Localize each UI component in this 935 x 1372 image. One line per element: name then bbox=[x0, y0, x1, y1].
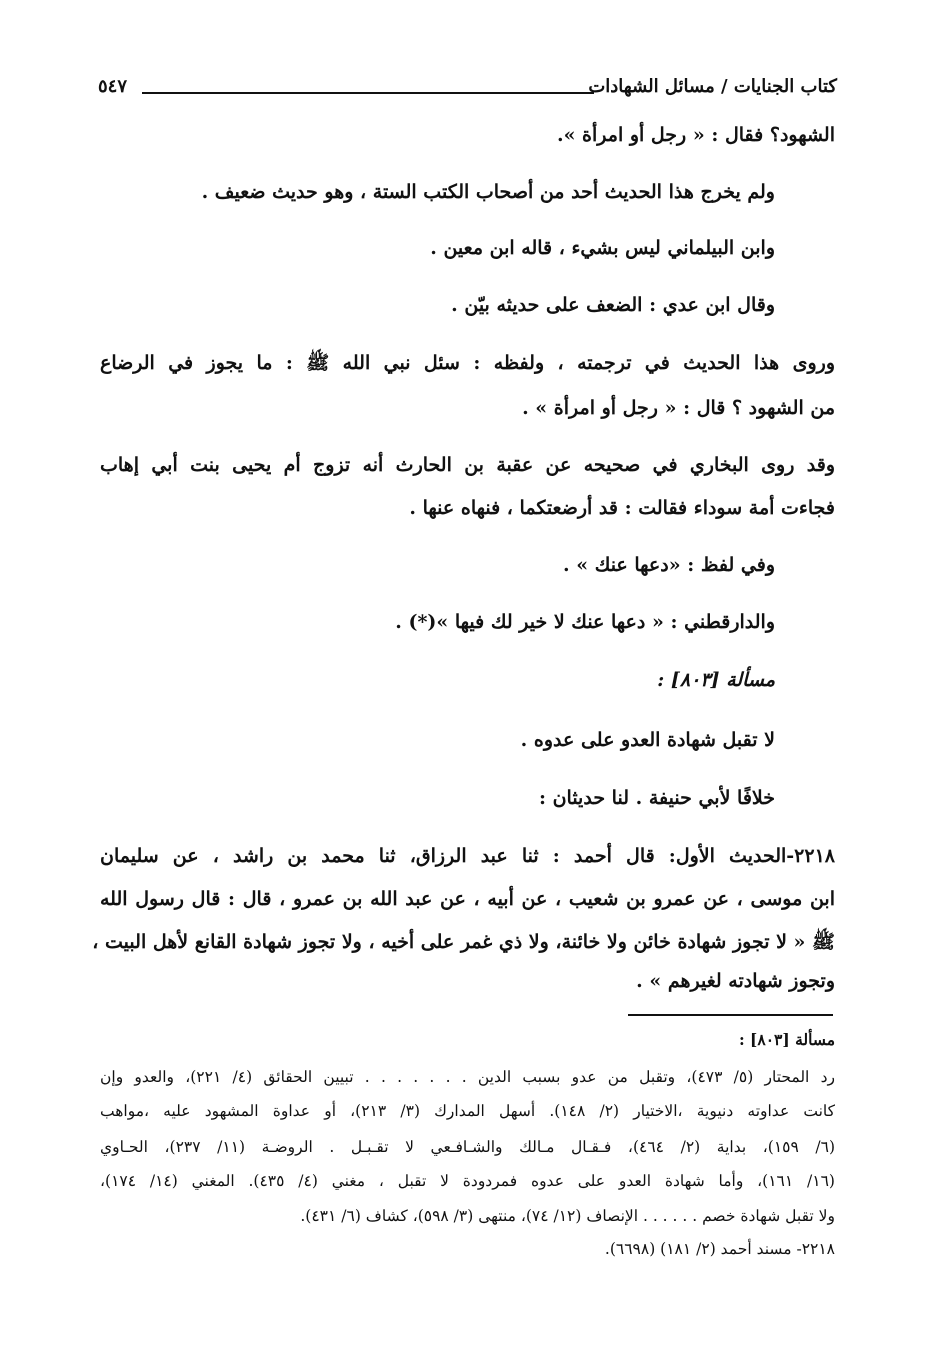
text-line-8: فجاءت أمة سوداء فقالت : قد أرضعتكما ، فنهاه عنها . bbox=[409, 497, 835, 519]
footnote-line-1: رد المحتار (٥/ ٤٧٣)، وتقبل من عدو بسبب الدين . . . . . . . تبيين الحقائق (٤/ ٢٢١)، والعدو وإن bbox=[100, 1068, 835, 1086]
text-line-13: خلافًا لأبي حنيفة . لنا حديثان : bbox=[538, 787, 775, 809]
footnote-line-4: (١٦/ ١٦١)، وأما شهادة العدو على عدوه فمردودة لا تقبل ، مغني (٤/ ٤٣٥). المغني (١٤/ ١٧٤)، bbox=[100, 1172, 835, 1190]
text-line-17: وتجوز شهادته لغيرهم » . bbox=[636, 970, 835, 992]
section-heading: مسألة [٨٠٣] : bbox=[657, 669, 775, 691]
text-line-2: ولم يخرج هذا الحديث أحد من أصحاب الكتب الستة ، وهو حديث ضعيف . bbox=[201, 181, 775, 203]
running-header-title: كتاب الجنايات / مسائل الشهادات bbox=[588, 76, 837, 97]
footnote-line-2: كانت عداوته دنيوية ،الاختيار (٢/ ١٤٨). أسهل المدارك (٣/ ٢١٣)، أو عداوة المشهود عليه ،مواهب bbox=[100, 1102, 835, 1120]
text-line-14: ٢٢١٨-الحديث الأول: قال أحمد : ثنا عبد الرزاق، ثنا محمد بن راشد ، عن سليمان bbox=[100, 845, 835, 867]
text-line-10: والدارقطني : « دعها عنك لا خير لك فيها »(*) . bbox=[395, 611, 775, 633]
footnote-heading: مسألة [٨٠٣] : bbox=[738, 1030, 835, 1049]
text-line-7: وقد روى البخاري في صحيحه عن عقبة بن الحارث أنه تزوج أم يحيى بنت أبي إهاب bbox=[100, 454, 835, 476]
footnote-rule bbox=[628, 1014, 833, 1016]
text-line-16: ﷺ « لا تجوز شهادة خائن ولا خائنة، ولا ذي غمر على أخيه ، ولا تجوز شهادة القانع لأهل البيت ، bbox=[92, 931, 835, 953]
page-number: ٥٤٧ bbox=[98, 76, 128, 97]
text-line-9: وفي لفظ : «دعها عنك » . bbox=[562, 554, 775, 576]
text-line-15: ابن موسى ، عن عمرو بن شعيب ، عن أبيه ، عن عبد الله بن عمرو ، قال : قال رسول الله bbox=[100, 888, 835, 910]
text-line-6: من الشهود ؟ قال : « رجل أو امرأة » . bbox=[522, 397, 835, 419]
text-line-12: لا تقبل شهادة العدو على عدوه . bbox=[520, 729, 775, 751]
footnote-line-5: ولا تقبل شهادة خصم . . . . . . الإنصاف (١٢/ ٧٤)، منتهى (٣/ ٥٩٨)، كشاف (٦/ ٤٣١). bbox=[300, 1207, 835, 1225]
footnote-line-6: ٢٢١٨- مسند أحمد (٢/ ١٨١) (٦٦٩٨). bbox=[604, 1240, 835, 1258]
header-rule bbox=[142, 92, 594, 94]
text-line-3: وابن البيلماني ليس بشيء ، قاله ابن معين . bbox=[430, 237, 775, 259]
footnote-line-3: (٦/ ١٥٩)، بداية (٢/ ٤٦٤)، فـقـال مـالك والشـافـعي لا تقـبـل . الروضـة (١١/ ٢٣٧)، الحـاوي bbox=[100, 1138, 836, 1156]
text-line-5: وروى هذا الحديث في ترجمته ، ولفظه : سئل نبي الله ﷺ : ما يجوز في الرضاع bbox=[100, 352, 835, 374]
text-line-1: الشهود؟ فقال : « رجل أو امرأة ». bbox=[556, 124, 835, 146]
text-line-4: وقال ابن عدي : الضعف على حديثه بيّن . bbox=[451, 294, 775, 316]
